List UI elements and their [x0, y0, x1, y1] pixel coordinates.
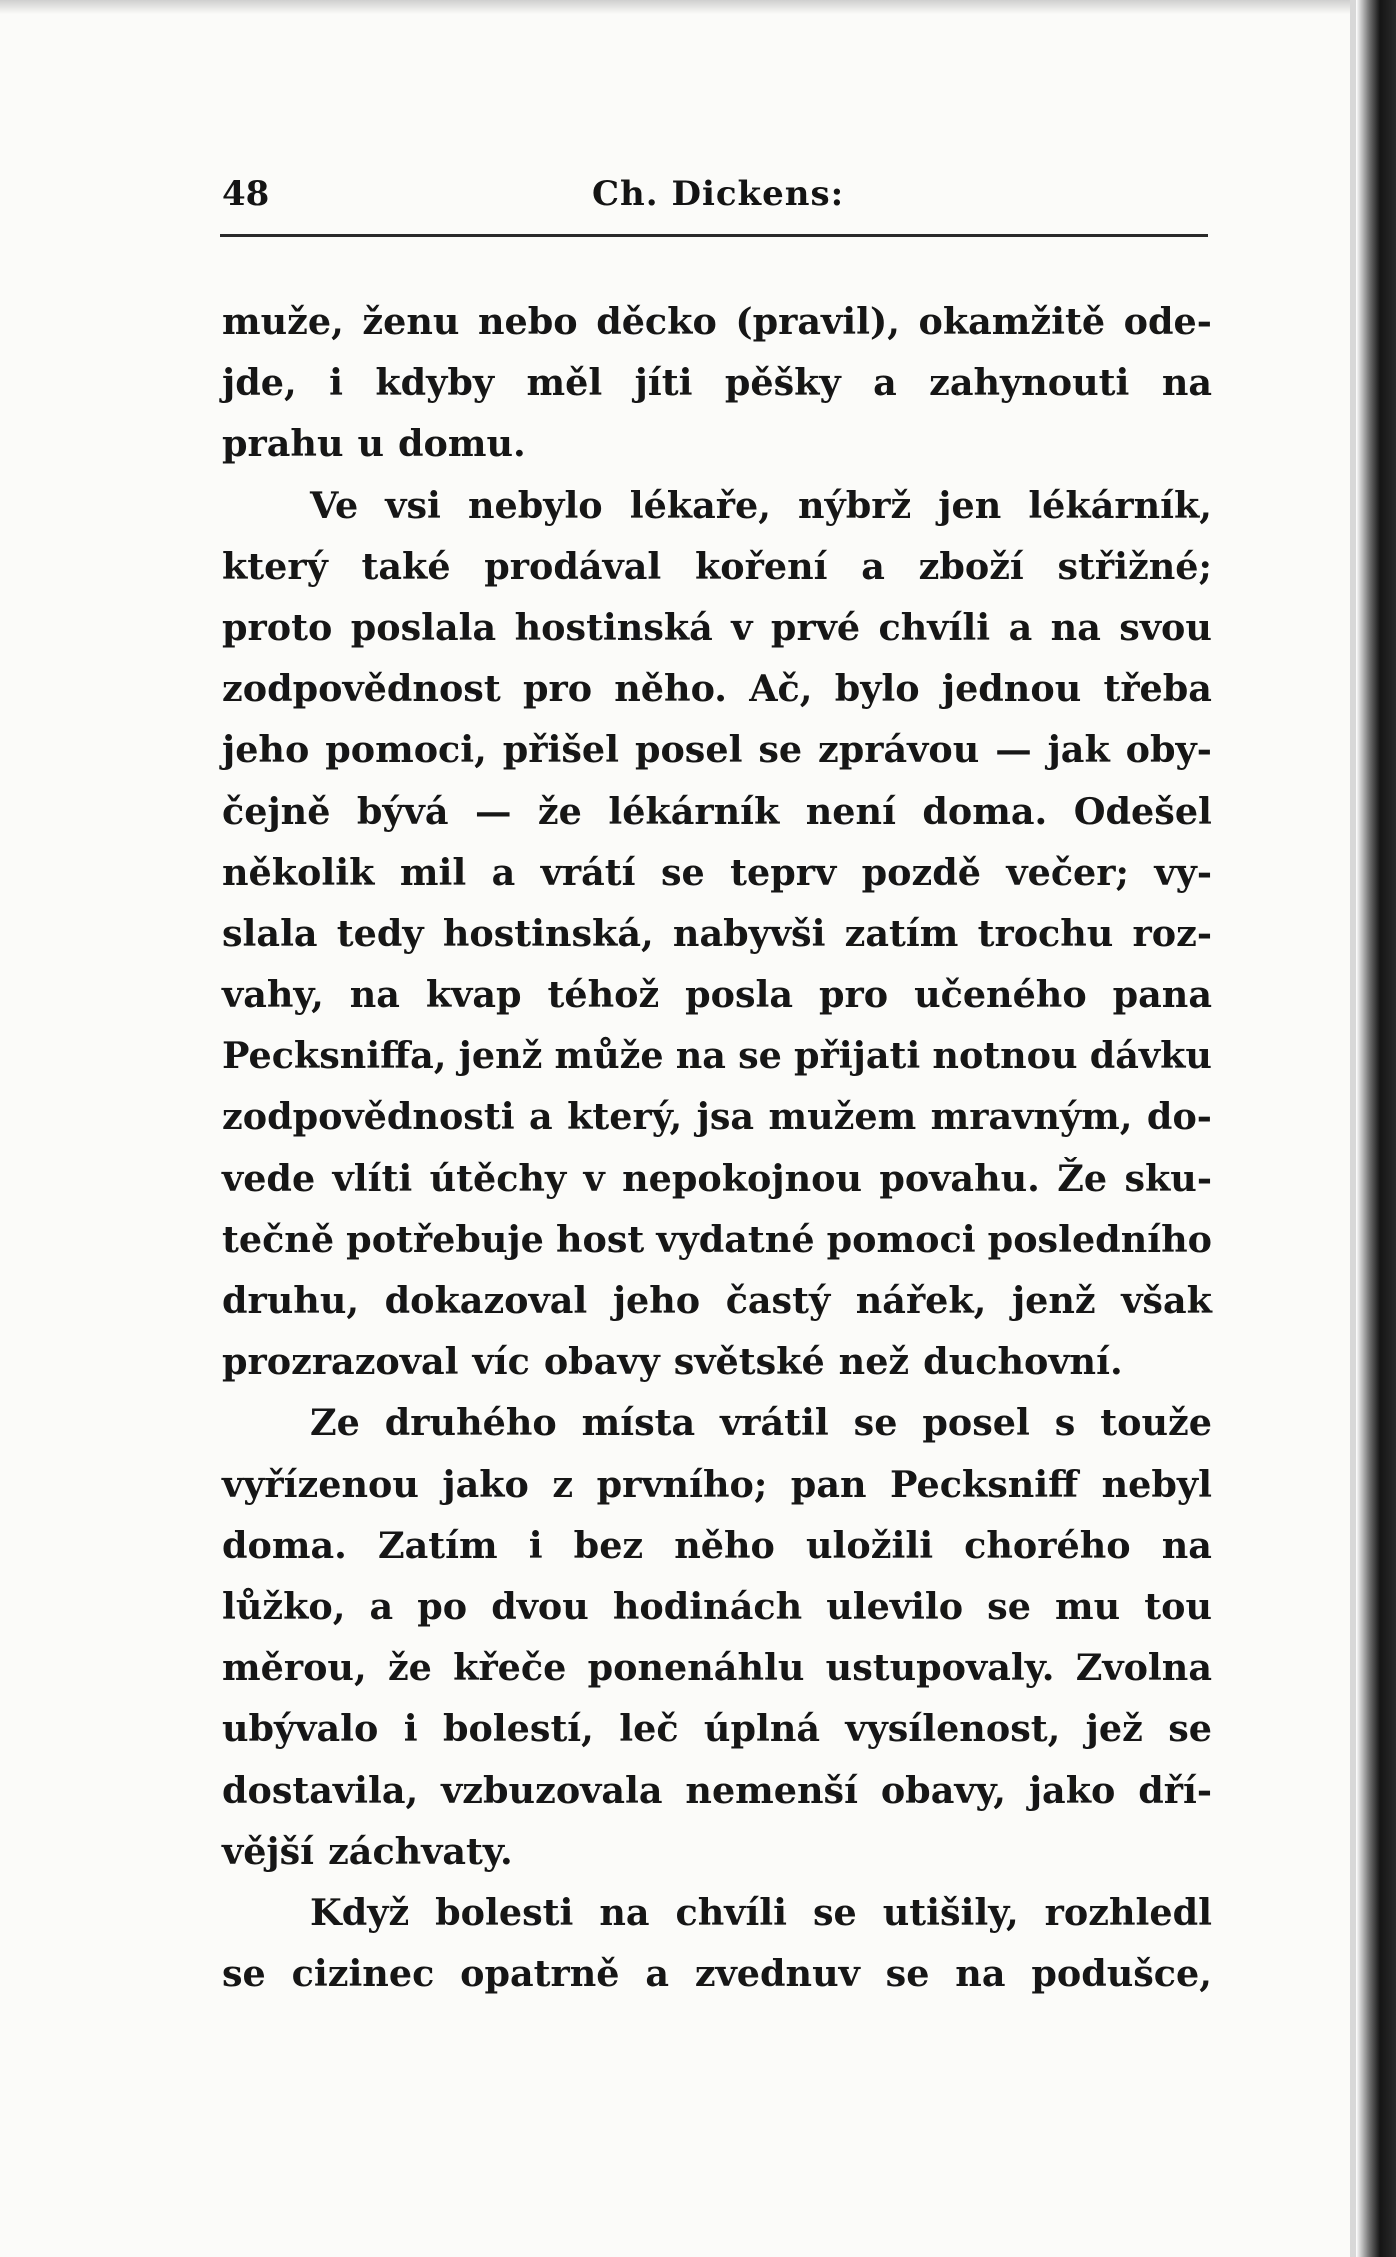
word: bolesti	[435, 1890, 574, 1934]
text-line	[222, 790, 1212, 851]
word: ustupovaly.	[825, 1646, 1055, 1690]
word: nebylo	[467, 483, 603, 527]
word: a	[1008, 605, 1033, 649]
word: Když	[310, 1890, 410, 1934]
word: se	[758, 728, 803, 772]
word: sku-	[1124, 1156, 1212, 1200]
word: střižné;	[1057, 544, 1212, 588]
word: tedy	[336, 911, 424, 955]
word: častý	[725, 1279, 831, 1322]
word: po	[417, 1584, 468, 1628]
word: se	[885, 1952, 930, 1996]
word: prahu	[222, 422, 344, 466]
word: Odešel	[1073, 789, 1212, 833]
word: na	[1050, 605, 1101, 649]
word: Zatím	[377, 1523, 498, 1567]
word: dvou	[491, 1584, 589, 1628]
word: bolestí,	[442, 1707, 594, 1751]
word: v	[583, 1156, 605, 1200]
word: přijati	[794, 1034, 921, 1078]
word: jde,	[222, 361, 297, 405]
word: křeče	[453, 1646, 567, 1690]
word: posla	[685, 973, 794, 1017]
word: chorého	[964, 1523, 1131, 1567]
word: na	[599, 1890, 650, 1934]
word: mil	[399, 850, 467, 894]
word: z	[552, 1462, 574, 1506]
word: doma.	[222, 1523, 347, 1567]
word: obavy,	[880, 1768, 1006, 1812]
text-line	[222, 973, 1212, 1034]
word: podušce,	[1031, 1952, 1212, 1996]
word: hostinská	[514, 605, 713, 649]
text-line	[222, 1401, 1212, 1462]
word: posel	[634, 728, 743, 772]
text-line	[222, 1340, 1212, 1401]
text-line	[222, 667, 1212, 728]
word: nýbrž	[797, 483, 912, 527]
word: dostavila,	[222, 1768, 419, 1812]
word: domu.	[398, 422, 526, 466]
text-line	[222, 1769, 1212, 1830]
running-head: Ch. Dickens:	[592, 174, 845, 214]
word: s	[1054, 1401, 1076, 1445]
word: měl	[526, 361, 603, 405]
word: chvíli	[675, 1890, 788, 1934]
word: kdyby	[375, 361, 495, 405]
word: pan	[790, 1462, 867, 1506]
word: pěšky	[724, 361, 841, 405]
word: prodával	[484, 544, 662, 588]
word: může	[554, 1034, 664, 1078]
word: na	[675, 1034, 726, 1078]
word: hodinách	[612, 1584, 803, 1628]
text-line	[222, 606, 1212, 667]
text-line	[222, 1463, 1212, 1524]
word: měrou,	[222, 1646, 367, 1690]
word: posledního	[987, 1217, 1212, 1261]
word: ubývalo	[222, 1707, 379, 1751]
word: tečně	[222, 1217, 335, 1261]
word: druhu,	[222, 1279, 360, 1322]
text-line	[222, 545, 1212, 606]
word: jen	[938, 483, 1002, 527]
word: ulevilo	[826, 1584, 964, 1628]
word: zodpovědnosti	[222, 1095, 515, 1139]
text-line	[222, 484, 1212, 545]
word: prvé	[770, 605, 861, 649]
text-line	[222, 1218, 1212, 1279]
word: vější	[222, 1829, 315, 1873]
text-line	[222, 361, 1212, 422]
word: okamžitě	[918, 300, 1106, 343]
text-line	[222, 1891, 1212, 1952]
word: duchovní.	[923, 1340, 1123, 1384]
word: se	[738, 1034, 782, 1078]
word: také	[361, 544, 451, 588]
word: na	[955, 1952, 1006, 1996]
word: vlíti	[332, 1156, 413, 1200]
text-line	[222, 1157, 1212, 1218]
word: kvap	[425, 973, 522, 1017]
word: muže,	[222, 300, 344, 343]
word: zatím	[844, 911, 959, 955]
word: večer;	[1006, 850, 1129, 894]
word: i	[528, 1523, 543, 1567]
word: není	[805, 789, 896, 833]
word: roz-	[1132, 911, 1212, 955]
word: host	[555, 1217, 645, 1261]
word: svou	[1119, 605, 1212, 649]
word: cizinec	[291, 1952, 435, 1996]
word: mužem	[768, 1095, 917, 1139]
word: (pravil),	[735, 300, 900, 343]
text-line	[222, 1524, 1212, 1585]
word: prozrazoval	[222, 1340, 459, 1384]
word: u	[357, 422, 385, 466]
word: nemenší	[685, 1768, 858, 1812]
word: koření	[695, 544, 828, 588]
word: jež	[1085, 1707, 1143, 1751]
word: na	[349, 973, 400, 1017]
word: ženu	[362, 300, 460, 343]
word: bez	[573, 1523, 644, 1567]
word: na	[1161, 361, 1212, 405]
word: než	[838, 1340, 910, 1384]
word: rozhledl	[1044, 1890, 1212, 1934]
scan-binding-shadow	[1356, 0, 1396, 2257]
word: Pecksniff	[890, 1462, 1079, 1506]
word: jeho	[612, 1279, 701, 1322]
word: Ač,	[749, 667, 813, 711]
word: se	[853, 1401, 898, 1445]
word: teprv	[730, 850, 837, 894]
word: se	[987, 1584, 1031, 1628]
word: i	[329, 361, 343, 405]
word: lékaře,	[629, 483, 771, 527]
header-rule	[220, 234, 1208, 237]
word: zprávou	[818, 728, 980, 772]
word: pomoci	[826, 1217, 976, 1261]
word: dří-	[1138, 1768, 1212, 1812]
word: Zvolna	[1075, 1646, 1212, 1690]
word: ode-	[1123, 300, 1212, 343]
word: Pecksniffa,	[222, 1034, 447, 1078]
word: se	[660, 850, 705, 894]
page-number: 48	[222, 174, 270, 214]
text-line	[222, 1034, 1212, 1095]
word: který	[222, 544, 328, 588]
word: několik	[222, 850, 375, 894]
word: posel	[922, 1401, 1030, 1445]
word: nepokojnou	[622, 1156, 862, 1200]
word: vahy,	[222, 973, 324, 1017]
text-line	[222, 728, 1212, 789]
word: a	[369, 1584, 394, 1628]
word: vzbuzovala	[441, 1768, 663, 1812]
word: poslala	[350, 605, 497, 649]
text-line	[222, 1279, 1212, 1340]
word: nabyvši	[672, 911, 826, 955]
text-line	[222, 1707, 1212, 1768]
word: slala	[222, 911, 318, 955]
word: pro	[819, 973, 889, 1017]
word: tou	[1144, 1584, 1212, 1628]
word: vrátí	[540, 850, 636, 894]
word: však	[1121, 1279, 1212, 1322]
word: zahynouti	[929, 361, 1130, 405]
word: a	[873, 361, 897, 405]
word: bylo	[834, 667, 920, 711]
word: pozdě	[861, 850, 981, 894]
word: záchvaty.	[328, 1829, 513, 1873]
word: mu	[1055, 1584, 1121, 1628]
word: vede	[222, 1156, 316, 1200]
word: zodpovědnost	[222, 667, 501, 711]
word: pana	[1112, 973, 1212, 1017]
word: který,	[567, 1095, 683, 1139]
word: —	[995, 728, 1032, 772]
word: se	[222, 1952, 266, 1996]
word: lékárník,	[1028, 483, 1212, 527]
word: doma.	[922, 789, 1048, 833]
word: a	[861, 544, 885, 588]
word: i	[403, 1707, 418, 1751]
word: vyřízenou	[222, 1462, 419, 1506]
word: mravným,	[930, 1095, 1133, 1139]
word: pomoci,	[325, 728, 487, 772]
word: vsi	[385, 483, 441, 527]
text-line	[222, 1830, 1212, 1891]
word: jsa	[696, 1095, 755, 1139]
text-line	[222, 422, 1212, 483]
word: utišily,	[882, 1890, 1019, 1934]
text-line	[222, 912, 1212, 973]
word: uložili	[806, 1523, 934, 1567]
word: ponenáhlu	[587, 1646, 805, 1690]
word: a	[645, 1952, 670, 1996]
text-line	[222, 1646, 1212, 1707]
word: a	[529, 1095, 553, 1139]
text-line	[222, 1952, 1212, 2013]
scan-top-edge	[0, 0, 1396, 14]
word: dávku	[1089, 1034, 1212, 1078]
word: čejně	[222, 789, 331, 833]
word: do-	[1146, 1095, 1212, 1139]
text-line	[222, 300, 1212, 361]
word: místa	[581, 1401, 696, 1445]
word: vysílenost,	[845, 1707, 1061, 1751]
text-line	[222, 851, 1212, 912]
word: zboží	[918, 544, 1024, 588]
word: jenž	[458, 1034, 543, 1078]
word: jak	[1047, 728, 1110, 772]
word: potřebuje	[346, 1217, 544, 1261]
word: bývá	[356, 789, 449, 833]
word: Ve	[310, 483, 359, 527]
word: na	[1161, 1523, 1212, 1567]
word: a	[491, 850, 516, 894]
word: učeného	[914, 973, 1087, 1017]
word: proto	[222, 605, 333, 649]
word: světské	[673, 1340, 825, 1384]
word: že	[387, 1646, 432, 1690]
word: vrátil	[720, 1401, 829, 1445]
word: vydatné	[656, 1217, 815, 1261]
word: jednou	[941, 667, 1082, 711]
word: něho.	[614, 667, 727, 711]
word: třeba	[1103, 667, 1212, 711]
word: zvednuv	[694, 1952, 860, 1996]
word: oby-	[1125, 728, 1212, 772]
word: nebo	[477, 300, 578, 343]
page-header	[222, 174, 1208, 224]
word: jako	[442, 1462, 529, 1506]
word: opatrně	[460, 1952, 620, 1996]
word: téhož	[547, 973, 660, 1017]
word: že	[537, 789, 582, 833]
body-text	[222, 300, 1212, 2013]
word: —	[474, 789, 512, 833]
word: povahu.	[879, 1156, 1040, 1200]
word: Že	[1057, 1156, 1108, 1200]
word: vy-	[1154, 850, 1212, 894]
word: dokazoval	[384, 1279, 588, 1322]
word: lůžko,	[222, 1584, 346, 1628]
word: druhého	[384, 1401, 557, 1445]
word: nebyl	[1101, 1462, 1212, 1506]
word: se	[813, 1890, 857, 1934]
word: prvního;	[596, 1462, 768, 1506]
word: jako	[1028, 1768, 1116, 1812]
text-line	[222, 1585, 1212, 1646]
word: obavy	[543, 1340, 660, 1384]
word: jeho	[222, 728, 310, 772]
word: chvíli	[878, 605, 991, 649]
word: trochu	[977, 911, 1114, 955]
word: lékárník	[608, 789, 780, 833]
word: pro	[522, 667, 593, 711]
word: Ze	[310, 1401, 360, 1445]
word: se	[1168, 1707, 1212, 1751]
word: děcko	[596, 300, 717, 343]
word: nářek,	[855, 1279, 987, 1322]
word: jenž	[1011, 1279, 1096, 1322]
word: v	[731, 605, 753, 649]
word: touže	[1100, 1401, 1212, 1445]
word: notnou	[932, 1034, 1078, 1078]
word: útěchy	[429, 1156, 567, 1200]
word: víc	[472, 1340, 530, 1384]
word: úplná	[703, 1707, 821, 1751]
word: přišel	[502, 728, 620, 772]
text-line	[222, 1095, 1212, 1156]
word: něho	[674, 1523, 775, 1567]
word: leč	[619, 1707, 679, 1751]
word: hostinská,	[442, 911, 654, 955]
word: jíti	[634, 361, 693, 405]
